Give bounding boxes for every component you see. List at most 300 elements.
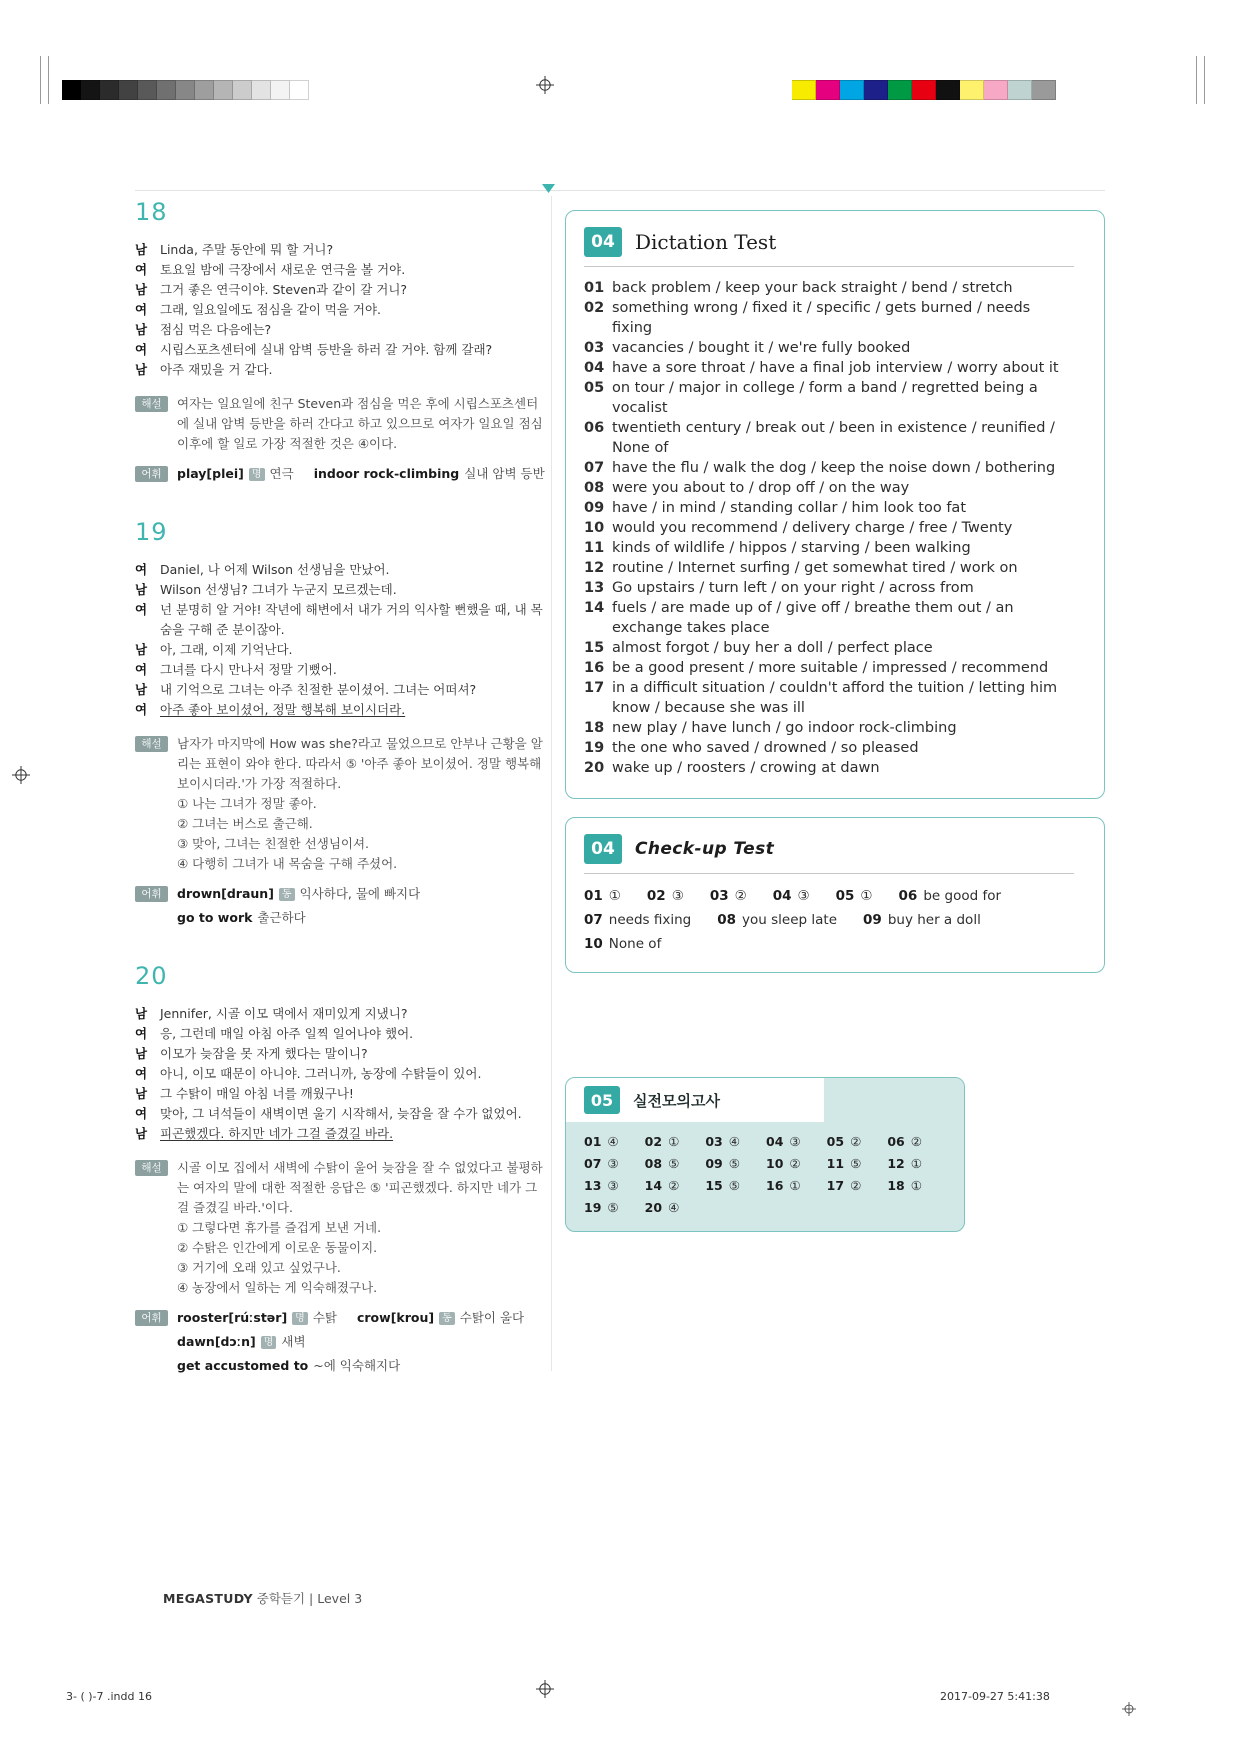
answer-pair xyxy=(827,1134,888,1149)
item-number: 12 xyxy=(584,560,605,576)
explanation-badge: 해설 xyxy=(135,736,168,752)
vocab-entry xyxy=(314,464,545,484)
dialogue-line xyxy=(135,600,545,640)
answer-value: ⑤ xyxy=(607,1200,619,1215)
answer-number: 04 xyxy=(766,1134,784,1149)
checkup-header xyxy=(584,834,1074,874)
calibration-swatch xyxy=(233,80,252,100)
answer-number: 18 xyxy=(887,1178,905,1193)
crop-mark xyxy=(48,56,49,104)
dialogue-line xyxy=(135,280,545,300)
speaker-label: 여 xyxy=(135,662,148,677)
column-marker-triangle xyxy=(542,184,555,193)
answer-number: 14 xyxy=(644,1178,663,1193)
answer-number: 02 xyxy=(644,1134,663,1149)
part-of-speech-badge: 명 xyxy=(292,1312,308,1325)
part-of-speech-badge: 동 xyxy=(279,888,295,901)
calibration-swatch xyxy=(100,80,119,100)
vocab-term: play[plei] xyxy=(177,466,244,481)
vocab-term: drown[draun] xyxy=(177,886,274,901)
choice-line: ② 그녀는 버스로 출근해. xyxy=(177,816,313,831)
item-text: twentieth century / break out / been in existence / reunified / None of xyxy=(612,420,1055,456)
vocab-meaning: 익사하다, 물에 빠지다 xyxy=(299,886,421,901)
section-number: 18 xyxy=(135,198,168,226)
section-badge: 04 xyxy=(584,227,622,257)
dialogue-list xyxy=(135,1004,545,1144)
answer-pair xyxy=(645,1178,706,1193)
part-of-speech-badge: 명 xyxy=(261,1336,277,1349)
explanation-block xyxy=(135,394,545,454)
answer-number: 10 xyxy=(766,1156,784,1171)
checkup-test-box xyxy=(565,817,1105,973)
vocab-block xyxy=(135,464,545,484)
dictation-item xyxy=(584,478,1074,498)
vocab-term: indoor rock-climbing xyxy=(313,466,460,481)
answer-pair xyxy=(584,936,661,952)
dictation-item xyxy=(584,578,1074,598)
vocab-meaning: 출근하다 xyxy=(257,910,306,925)
choice-line: ③ 맞아, 그녀는 친절한 선생님이셔. xyxy=(177,836,370,851)
item-text: wake up / roosters / crowing at dawn xyxy=(612,760,880,776)
dictation-item xyxy=(584,718,1074,738)
answer-number: 03 xyxy=(709,888,729,904)
dialogue-list xyxy=(135,240,545,380)
answer-pair xyxy=(584,912,691,928)
item-number: 04 xyxy=(584,360,605,376)
dialogue-line xyxy=(135,260,545,280)
calibration-swatch xyxy=(252,80,271,100)
dialogue-text: 토요일 밤에 극장에서 새로운 연극을 볼 거야. xyxy=(160,262,406,277)
item-number: 01 xyxy=(584,280,605,296)
dialogue-text: 시립스포츠센터에 실내 암벽 등반을 하러 갈 거야. 함께 갈래? xyxy=(160,342,493,357)
answer-number: 02 xyxy=(646,888,666,904)
dialogue-line xyxy=(135,1104,545,1124)
answer-value: ② xyxy=(789,1156,801,1171)
explanation-block xyxy=(135,734,545,874)
answer-pair xyxy=(766,1134,827,1149)
dictation-item xyxy=(584,658,1074,678)
calibration-swatch xyxy=(119,80,138,100)
dialogue-line xyxy=(135,320,545,340)
dictation-item xyxy=(584,518,1074,538)
mock-exam-header xyxy=(566,1078,964,1122)
item-number: 03 xyxy=(584,340,605,356)
dictation-item xyxy=(584,738,1074,758)
answer-pair xyxy=(827,1178,888,1193)
page-footer xyxy=(163,1589,362,1607)
dialogue-text: Jennifer, 시골 이모 댁에서 재미있게 지냈니? xyxy=(160,1006,408,1021)
dialogue-text: Linda, 주말 동안에 뭐 할 거니? xyxy=(160,242,334,257)
dictation-item xyxy=(584,358,1074,378)
dialogue-line xyxy=(135,240,545,260)
answer-pair xyxy=(705,1134,766,1149)
item-number: 06 xyxy=(584,420,605,436)
answer-number: 09 xyxy=(863,912,882,928)
calibration-swatch xyxy=(214,80,233,100)
vocab-entry xyxy=(177,884,420,904)
speaker-label: 남 xyxy=(135,582,148,597)
choice-line: ③ 거기에 오래 있고 싶었구나. xyxy=(177,1260,341,1275)
answer-value: ② xyxy=(910,1134,922,1149)
dictation-item xyxy=(584,338,1074,358)
answer-value: ⑤ xyxy=(668,1156,680,1171)
speaker-label: 여 xyxy=(135,262,148,277)
answer-value: ③ xyxy=(607,1156,619,1171)
answer-value: ② xyxy=(734,888,747,904)
dialogue-text: 아주 좋아 보이셨어, 정말 행복해 보이시더라. xyxy=(160,702,406,717)
mock-answer-grid xyxy=(566,1122,964,1231)
item-text: were you about to / drop off / on the way xyxy=(612,480,910,496)
dialogue-line xyxy=(135,1124,545,1144)
vocab-meaning: ~에 익숙해지다 xyxy=(313,1358,401,1373)
dialogue-line xyxy=(135,700,545,720)
answer-value: ③ xyxy=(607,1178,619,1193)
answer-pair xyxy=(887,1156,948,1171)
choice-line: ① 그렇다면 휴가를 즐겁게 보낸 거네. xyxy=(177,1220,382,1235)
answer-pair xyxy=(827,1156,888,1171)
calibration-swatch xyxy=(1032,80,1056,100)
answer-pair xyxy=(899,888,1001,904)
dialogue-text: 응, 그런데 매일 아침 아주 일찍 일어나야 했어. xyxy=(160,1026,414,1041)
answer-value: you sleep late xyxy=(742,912,838,928)
answer-number: 10 xyxy=(584,936,603,952)
speaker-label: 여 xyxy=(135,1066,148,1081)
crop-mark xyxy=(1204,56,1205,104)
answer-pair xyxy=(584,1200,645,1215)
item-number: 11 xyxy=(584,540,605,556)
choice-line: ④ 다행히 그녀가 내 목숨을 구해 주셨어. xyxy=(177,856,398,871)
calibration-swatch xyxy=(912,80,936,100)
dialogue-text: Daniel, 나 어제 Wilson 선생님을 만났어. xyxy=(160,562,390,577)
print-info-right: 2017-09-27 5:41:38 xyxy=(940,1690,1050,1703)
dictation-item xyxy=(584,678,1074,718)
answer-number: 16 xyxy=(766,1178,784,1193)
answer-number: 08 xyxy=(644,1156,663,1171)
dictation-item xyxy=(584,598,1074,638)
answer-number: 07 xyxy=(584,912,603,928)
dialogue-text: 아니, 이모 때문이 아니야. 그러니까, 농장에 수탉들이 있어. xyxy=(160,1066,482,1081)
answer-number: 06 xyxy=(887,1134,905,1149)
dictation-item xyxy=(584,418,1074,458)
dialogue-text: 피곤했겠다. 하지만 네가 그걸 즐겼길 바라. xyxy=(160,1126,394,1141)
question-section-18 xyxy=(135,198,545,484)
item-number: 19 xyxy=(584,740,605,756)
answer-value: ① xyxy=(910,1156,922,1171)
answer-pair xyxy=(863,912,981,928)
vocab-entry xyxy=(357,1308,524,1328)
answer-number: 12 xyxy=(887,1156,905,1171)
speaker-label: 남 xyxy=(135,682,148,697)
calibration-swatch xyxy=(792,80,816,100)
vocab-term: crow[krou] xyxy=(356,1310,435,1325)
vocab-badge: 어휘 xyxy=(135,1310,168,1326)
column-divider xyxy=(551,196,552,1371)
answer-value: ① xyxy=(608,888,621,904)
dialogue-text: 내 기억으로 그녀는 아주 친절한 분이셨어. 그녀는 어떠셔? xyxy=(160,682,477,697)
speaker-label: 여 xyxy=(135,342,148,357)
vocab-entry xyxy=(177,1332,306,1352)
item-number: 08 xyxy=(584,480,605,496)
speaker-label: 남 xyxy=(135,1006,148,1021)
vocab-term: dawn[dɔːn] xyxy=(177,1334,256,1349)
item-text: on tour / major in college / form a band / regretted being a vocalist xyxy=(612,380,1038,416)
vocab-term: get accustomed to xyxy=(177,1358,309,1373)
vocab-entry xyxy=(177,1308,337,1328)
explanation-badge: 해설 xyxy=(135,1160,168,1176)
choice-line: ① 나는 그녀가 정말 좋아. xyxy=(177,796,317,811)
calibration-swatch xyxy=(290,80,309,100)
answer-number: 03 xyxy=(705,1134,723,1149)
answer-pair xyxy=(773,888,810,904)
answer-value: ⑤ xyxy=(728,1156,740,1171)
calibration-swatch xyxy=(888,80,912,100)
dictation-items xyxy=(584,278,1074,778)
vocab-badge: 어휘 xyxy=(135,466,168,482)
item-number: 16 xyxy=(584,660,605,676)
answer-pair xyxy=(584,1178,645,1193)
answer-value: ③ xyxy=(671,888,684,904)
calibration-swatch xyxy=(138,80,157,100)
question-section-19 xyxy=(135,518,545,928)
answer-pair xyxy=(887,1178,948,1193)
item-number: 10 xyxy=(584,520,605,536)
answers-column xyxy=(565,210,1105,1232)
answer-number: 01 xyxy=(584,1134,602,1149)
part-of-speech-badge: 명 xyxy=(249,468,265,481)
answer-number: 13 xyxy=(584,1178,602,1193)
item-number: 15 xyxy=(584,640,605,656)
dialogue-text: 그거 좋은 연극이야. Steven과 같이 갈 거니? xyxy=(160,282,408,297)
item-number: 20 xyxy=(584,760,605,776)
speaker-label: 남 xyxy=(135,282,148,297)
item-text: have / in mind / standing collar / him look too fat xyxy=(612,500,967,516)
answer-number: 05 xyxy=(835,888,855,904)
item-text: Go upstairs / turn left / on your right / across from xyxy=(612,580,974,596)
dictation-item xyxy=(584,458,1074,478)
dialogue-text: 아주 재밌을 거 같다. xyxy=(160,362,273,377)
vocab-block xyxy=(135,884,545,928)
vocab-meaning: 연극 xyxy=(269,466,294,481)
dialogue-line xyxy=(135,660,545,680)
dialogue-line xyxy=(135,580,545,600)
dialogue-list xyxy=(135,560,545,720)
script-column xyxy=(135,198,545,1376)
answer-value: ① xyxy=(860,888,873,904)
registration-mark-icon xyxy=(536,1680,554,1698)
item-number: 02 xyxy=(584,300,605,316)
item-number: 13 xyxy=(584,580,605,596)
answer-number: 20 xyxy=(644,1200,663,1215)
answer-value: ① xyxy=(668,1134,680,1149)
speaker-label: 남 xyxy=(135,1086,148,1101)
speaker-label: 남 xyxy=(135,362,148,377)
answer-number: 11 xyxy=(826,1156,845,1171)
answer-value: needs fixing xyxy=(608,912,692,928)
answer-pair xyxy=(705,1156,766,1171)
dialogue-text: 맞아, 그 녀석들이 새벽이면 울기 시작해서, 늦잠을 잘 수가 없었어. xyxy=(160,1106,522,1121)
calibration-swatch xyxy=(176,80,195,100)
item-text: in a difficult situation / couldn't afford the tuition / letting him know / because she was ill xyxy=(612,680,1058,716)
answer-value: ④ xyxy=(607,1134,619,1149)
dialogue-text: 그 수탉이 매일 아침 너를 깨웠구나! xyxy=(160,1086,354,1101)
checkup-title: Check-up Test xyxy=(635,839,775,859)
answer-pair xyxy=(647,888,684,904)
section-badge: 04 xyxy=(584,834,622,864)
speaker-label: 남 xyxy=(135,1046,148,1061)
registration-mark-icon xyxy=(1122,1702,1136,1716)
calibration-swatch xyxy=(1008,80,1032,100)
item-text: the one who saved / drowned / so pleased xyxy=(612,740,919,756)
calibration-swatch xyxy=(81,80,100,100)
explanation-badge: 해설 xyxy=(135,396,168,412)
calibration-swatch xyxy=(271,80,290,100)
color-calibration-bar xyxy=(792,80,1056,100)
section-badge: 05 xyxy=(584,1086,620,1114)
item-text: back problem / keep your back straight / bend / stretch xyxy=(612,280,1013,296)
answer-pair xyxy=(887,1134,948,1149)
item-number: 14 xyxy=(584,600,605,616)
item-number: 18 xyxy=(584,720,605,736)
explanation-text: 시골 이모 집에서 새벽에 수탉이 울어 늦잠을 잘 수 없었다고 불평하는 여자의 말에 대한 적절한 응답은 ⑤ '피곤했겠다. 하지만 네가 그걸 즐겼길 바라.'이다. xyxy=(177,1160,543,1215)
answer-pair xyxy=(710,888,747,904)
speaker-label: 남 xyxy=(135,322,148,337)
checkup-answers xyxy=(584,885,1074,952)
item-number: 17 xyxy=(584,680,605,696)
answer-pair xyxy=(584,1134,645,1149)
calibration-swatch xyxy=(157,80,176,100)
choice-line: ④ 농장에서 일하는 게 익숙해졌구나. xyxy=(177,1280,378,1295)
speaker-label: 여 xyxy=(135,1106,148,1121)
item-text: have a sore throat / have a final job interview / worry about it xyxy=(612,360,1059,376)
explanation-block xyxy=(135,1158,545,1298)
part-of-speech-badge: 동 xyxy=(439,1312,455,1325)
answer-number: 06 xyxy=(898,888,918,904)
speaker-label: 남 xyxy=(135,642,148,657)
answer-value: ① xyxy=(789,1178,801,1193)
answer-value: ④ xyxy=(728,1134,740,1149)
vocab-entry xyxy=(177,1356,400,1376)
calibration-swatch xyxy=(864,80,888,100)
calibration-swatch xyxy=(62,80,81,100)
answer-pair xyxy=(717,912,837,928)
item-text: almost forgot / buy her a doll / perfect place xyxy=(612,640,933,656)
dictation-title: Dictation Test xyxy=(635,230,777,254)
answer-number: 04 xyxy=(772,888,792,904)
dialogue-text: 점심 먹은 다음에는? xyxy=(160,322,272,337)
dictation-test-box xyxy=(565,210,1105,799)
speaker-label: 여 xyxy=(135,562,148,577)
speaker-label: 남 xyxy=(135,1126,148,1141)
dialogue-line xyxy=(135,560,545,580)
calibration-swatch xyxy=(984,80,1008,100)
dictation-item xyxy=(584,298,1074,338)
answer-pair xyxy=(705,1178,766,1193)
dialogue-line xyxy=(135,1084,545,1104)
mock-exam-title: 실전모의고사 xyxy=(633,1091,720,1110)
crop-mark xyxy=(40,56,41,104)
speaker-label: 여 xyxy=(135,702,148,717)
speaker-label: 여 xyxy=(135,602,148,617)
speaker-label: 여 xyxy=(135,1026,148,1041)
dialogue-line xyxy=(135,1044,545,1064)
vocab-entry xyxy=(177,464,294,484)
vocab-block xyxy=(135,1308,545,1376)
answer-value: buy her a doll xyxy=(887,912,981,928)
answer-number: 19 xyxy=(584,1200,602,1215)
answer-number: 07 xyxy=(584,1156,602,1171)
answer-number: 09 xyxy=(705,1156,723,1171)
answer-pair xyxy=(766,1178,827,1193)
answer-value: ③ xyxy=(797,888,810,904)
dictation-item xyxy=(584,638,1074,658)
dictation-item xyxy=(584,538,1074,558)
calibration-swatch xyxy=(936,80,960,100)
mock-exam-box xyxy=(565,1077,965,1232)
answer-value: ④ xyxy=(668,1200,680,1215)
dictation-item xyxy=(584,378,1074,418)
explanation-text: 남자가 마지막에 How was she?라고 물었으므로 안부나 근황을 알리는 표현이 와야 한다. 따라서 ⑤ '아주 좋아 보이셨어. 정말 행복해 보이시더라.'가 가장 적절하다. xyxy=(177,736,543,791)
item-text: something wrong / fixed it / specific / gets burned / needs fixing xyxy=(612,300,1031,336)
choices-list xyxy=(177,794,545,874)
answer-number: 08 xyxy=(717,912,737,928)
print-info-left: 3- ( )-7 .indd 16 xyxy=(66,1690,152,1703)
dictation-item xyxy=(584,558,1074,578)
item-text: new play / have lunch / go indoor rock-climbing xyxy=(612,720,957,736)
answer-value: ② xyxy=(850,1178,862,1193)
answer-pair xyxy=(584,888,621,904)
item-text: fuels / are made up of / give off / breathe them out / an exchange takes place xyxy=(612,600,1014,636)
answer-value: ① xyxy=(910,1178,922,1193)
vocab-meaning: 새벽 xyxy=(281,1334,306,1349)
calibration-swatch xyxy=(816,80,840,100)
answer-pair xyxy=(645,1200,706,1215)
item-text: kinds of wildlife / hippos / starving / been walking xyxy=(612,540,971,556)
dialogue-text: 그래, 일요일에도 점심을 같이 먹을 거야. xyxy=(160,302,382,317)
dialogue-line xyxy=(135,300,545,320)
answer-pair xyxy=(836,888,873,904)
answer-pair xyxy=(645,1156,706,1171)
vocab-entry xyxy=(177,908,306,928)
dialogue-line xyxy=(135,640,545,660)
vocab-term: go to work xyxy=(177,910,253,925)
answer-value: ② xyxy=(850,1134,862,1149)
item-text: be a good present / more suitable / impressed / recommend xyxy=(612,660,1049,676)
answer-value: ③ xyxy=(789,1134,801,1149)
calibration-swatch xyxy=(195,80,214,100)
dialogue-line xyxy=(135,1024,545,1044)
section-number: 20 xyxy=(135,962,168,990)
choice-line: ② 수탉은 인간에게 이로운 동물이지. xyxy=(177,1240,378,1255)
answer-number: 01 xyxy=(584,888,603,904)
vocab-term: rooster[rúːstər] xyxy=(177,1310,288,1325)
dialogue-line xyxy=(135,1004,545,1024)
answer-value: be good for xyxy=(923,888,1002,904)
footer-text: 중학듣기 | Level 3 xyxy=(252,1591,363,1606)
dictation-item xyxy=(584,498,1074,518)
registration-mark-icon xyxy=(536,76,554,94)
dialogue-line xyxy=(135,340,545,360)
item-text: would you recommend / delivery charge / free / Twenty xyxy=(612,520,1013,536)
section-number: 19 xyxy=(135,518,168,546)
crop-mark xyxy=(1196,56,1197,104)
answer-number: 15 xyxy=(705,1178,723,1193)
answer-pair xyxy=(645,1134,706,1149)
answer-number: 17 xyxy=(826,1178,845,1193)
dictation-item xyxy=(584,278,1074,298)
grayscale-calibration-bar xyxy=(62,80,309,100)
calibration-swatch xyxy=(960,80,984,100)
answer-pair xyxy=(584,1156,645,1171)
